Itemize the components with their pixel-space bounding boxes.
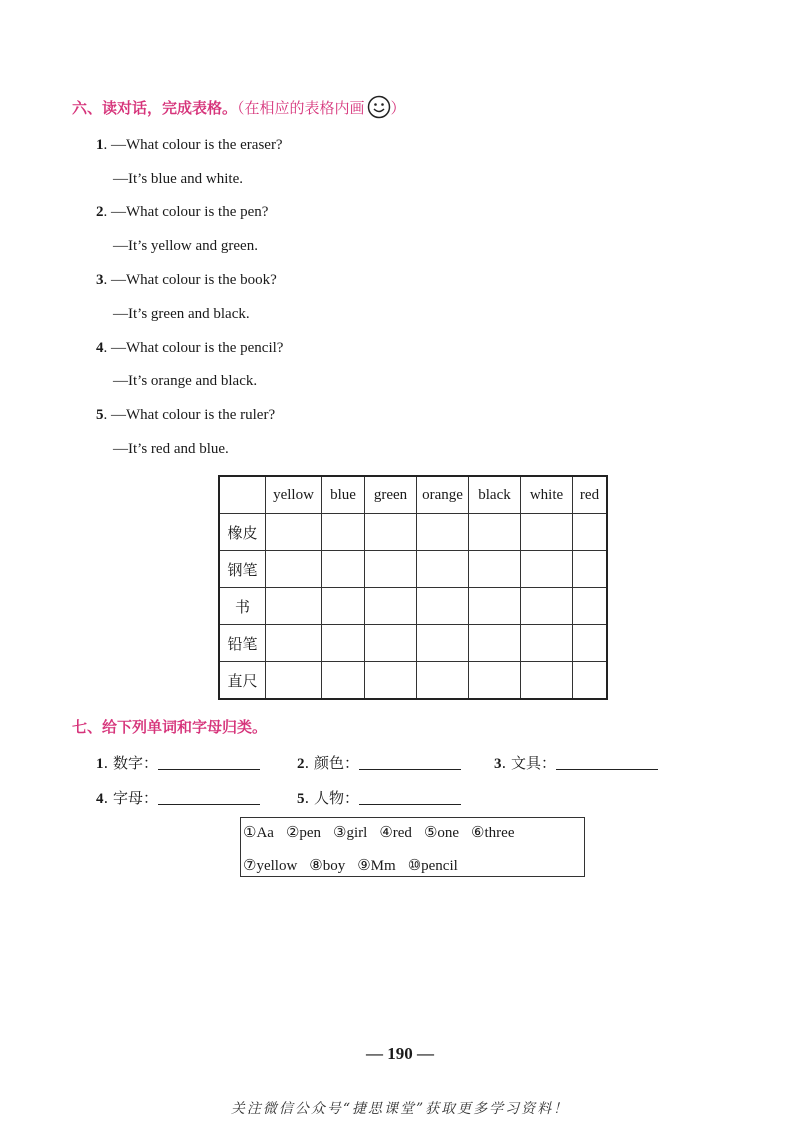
word-item: ③girl bbox=[333, 825, 368, 841]
answer-cell[interactable] bbox=[469, 588, 521, 625]
word-item: ⑨Mm bbox=[357, 858, 396, 874]
table-row bbox=[219, 551, 607, 588]
answer-cell[interactable] bbox=[469, 514, 521, 551]
category-letters: 4. 字母： bbox=[96, 787, 260, 808]
answer-cell[interactable] bbox=[322, 662, 365, 700]
colour-table bbox=[218, 475, 608, 700]
row-label-book: 书 bbox=[219, 588, 266, 625]
dialogue-3-question: 3. —What colour is the book? bbox=[96, 272, 277, 288]
word-item: ⑥three bbox=[471, 825, 515, 841]
table-row bbox=[219, 662, 607, 700]
answer-cell[interactable] bbox=[573, 662, 608, 700]
word-item: ④red bbox=[379, 825, 412, 841]
row-label-eraser: 橡皮 bbox=[219, 514, 266, 551]
table-row bbox=[219, 514, 607, 551]
table-row bbox=[219, 588, 607, 625]
word-item: ②pen bbox=[285, 825, 322, 841]
word-bank-box bbox=[240, 817, 585, 877]
dialogue-5-question: 5. —What colour is the ruler? bbox=[96, 407, 276, 423]
dialogue-2-question: 2. —What colour is the pen? bbox=[96, 204, 269, 220]
answer-cell[interactable] bbox=[322, 514, 365, 551]
answer-cell[interactable] bbox=[266, 551, 322, 588]
answer-cell[interactable] bbox=[417, 514, 469, 551]
word-item: ⑧boy bbox=[309, 858, 346, 874]
header-yellow: yellow bbox=[266, 476, 322, 514]
answer-cell[interactable] bbox=[365, 514, 417, 551]
header-red: red bbox=[573, 476, 608, 514]
table-header-row bbox=[219, 476, 607, 514]
header-black: black bbox=[469, 476, 521, 514]
answer-cell[interactable] bbox=[417, 625, 469, 662]
answer-cell[interactable] bbox=[521, 662, 573, 700]
section-6-heading: 六、读对话，完成表格。 bbox=[72, 99, 238, 117]
answer-cell[interactable] bbox=[365, 551, 417, 588]
answer-cell[interactable] bbox=[521, 514, 573, 551]
header-blue: blue bbox=[322, 476, 365, 514]
category-numbers: 1. 数字： bbox=[96, 752, 260, 773]
answer-cell[interactable] bbox=[266, 514, 322, 551]
category-stationery: 3. 文具： bbox=[494, 752, 658, 773]
word-item: ⑤one bbox=[423, 825, 460, 841]
answer-cell[interactable] bbox=[417, 662, 469, 700]
category-people: 5. 人物： bbox=[297, 787, 461, 808]
dialogue-3-answer: —It’s green and black. bbox=[113, 306, 250, 322]
answer-cell[interactable] bbox=[322, 551, 365, 588]
answer-blank[interactable] bbox=[359, 755, 461, 770]
answer-cell[interactable] bbox=[469, 551, 521, 588]
answer-cell[interactable] bbox=[266, 588, 322, 625]
answer-cell[interactable] bbox=[521, 588, 573, 625]
answer-cell[interactable] bbox=[266, 625, 322, 662]
answer-cell[interactable] bbox=[469, 662, 521, 700]
dialogue-4-question: 4. —What colour is the pencil? bbox=[96, 340, 284, 356]
header-white: white bbox=[521, 476, 573, 514]
answer-cell[interactable] bbox=[266, 662, 322, 700]
table-row bbox=[219, 625, 607, 662]
answer-cell[interactable] bbox=[365, 662, 417, 700]
section-6-note: （在相应的表格内画 ） bbox=[237, 99, 406, 117]
answer-cell[interactable] bbox=[365, 588, 417, 625]
dialogue-4-answer: —It’s orange and black. bbox=[113, 373, 258, 389]
answer-cell[interactable] bbox=[521, 625, 573, 662]
answer-cell[interactable] bbox=[417, 588, 469, 625]
footer-note: 关注微信公众号“捷思课堂”获取更多学习资料！ bbox=[230, 1101, 570, 1117]
header-orange: orange bbox=[417, 476, 469, 514]
answer-cell[interactable] bbox=[417, 551, 469, 588]
header-green: green bbox=[365, 476, 417, 514]
page-number: — 190 — bbox=[366, 1044, 434, 1063]
answer-cell[interactable] bbox=[365, 625, 417, 662]
answer-cell[interactable] bbox=[573, 551, 608, 588]
answer-blank[interactable] bbox=[556, 755, 658, 770]
row-label-pen: 钢笔 bbox=[219, 551, 266, 588]
dialogue-1-question: 1. —What colour is the eraser? bbox=[96, 137, 283, 153]
answer-cell[interactable] bbox=[469, 625, 521, 662]
answer-cell[interactable] bbox=[322, 625, 365, 662]
section-7-title: 七、给下列单词和字母归类。 bbox=[72, 718, 268, 736]
word-item: ⑦yellow bbox=[243, 858, 298, 874]
answer-cell[interactable] bbox=[322, 588, 365, 625]
dialogue-5-answer: —It’s red and blue. bbox=[113, 441, 229, 457]
answer-cell[interactable] bbox=[573, 514, 608, 551]
smiley-face-icon bbox=[367, 95, 391, 119]
row-label-ruler: 直尺 bbox=[219, 662, 266, 700]
row-label-pencil: 铅笔 bbox=[219, 625, 266, 662]
word-item: ①Aa bbox=[243, 825, 274, 841]
answer-cell[interactable] bbox=[521, 551, 573, 588]
dialogue-2-answer: —It’s yellow and green. bbox=[113, 238, 258, 254]
answer-blank[interactable] bbox=[158, 790, 260, 805]
section-6-title bbox=[72, 95, 406, 119]
answer-cell[interactable] bbox=[573, 625, 608, 662]
dialogue-1-answer: —It’s blue and white. bbox=[113, 171, 243, 187]
answer-blank[interactable] bbox=[158, 755, 260, 770]
answer-blank[interactable] bbox=[359, 790, 461, 805]
answer-cell[interactable] bbox=[573, 588, 608, 625]
word-item: ⑩pencil bbox=[407, 858, 458, 874]
table-corner-cell bbox=[219, 476, 266, 514]
word-bank-line-1 bbox=[243, 823, 514, 842]
word-bank-line-2 bbox=[243, 856, 458, 875]
category-colours: 2. 颜色： bbox=[297, 752, 461, 773]
